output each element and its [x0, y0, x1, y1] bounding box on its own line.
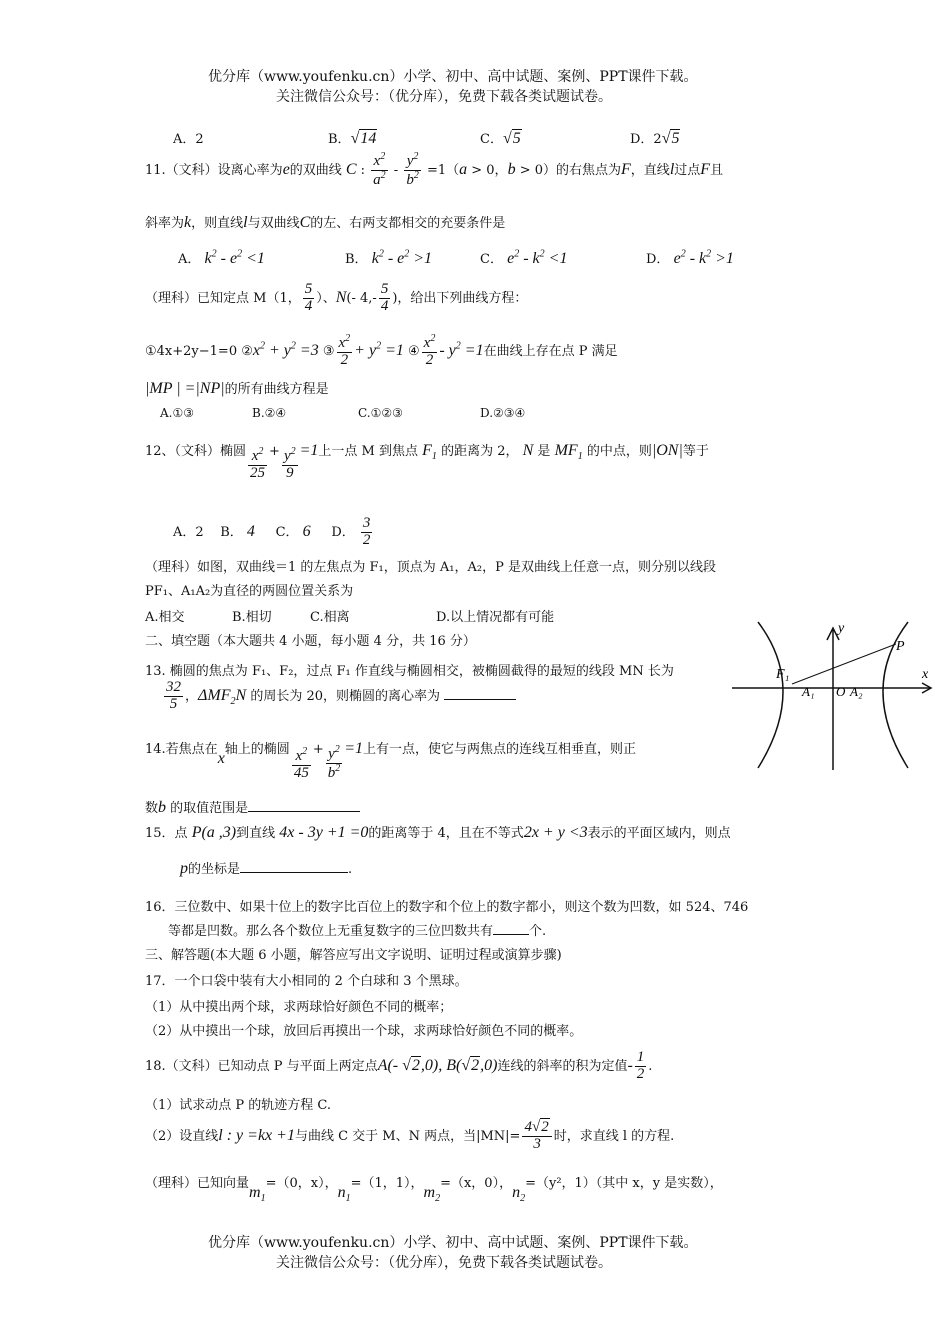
q13-line1: 13. 椭圆的焦点为 F₁、F₂，过点 F₁ 作直线与椭圆相交，被椭圆截得的最短的线段 MN 长为: [145, 664, 674, 679]
q12-science-line1: （理科）如图，双曲线＝1 的左焦点为 F₁，顶点为 A₁，A₂，P 是双曲线上任意一点，则分别以线段: [145, 560, 716, 575]
q15-line1: 15．点 P(a ,3)到直线 4x - 3y +1 =0的距离等于 4，且在不等式2x + y <3表示的平面区域内，则点: [145, 824, 731, 841]
q12-science-option-a: A.相交: [145, 610, 185, 625]
q11-science-option-c: C.①②③: [358, 406, 403, 420]
q17-line1: 17．一个口袋中装有大小相同的 2 个白球和 3 个黑球。: [145, 974, 468, 989]
q18-line3: （2）设直线l : y =kx +1与曲线 C 交于 M、N 两点，当|MN|= $\frac{4√2}{3}$ 时，求直线 l 的方程.: [145, 1119, 675, 1152]
q10-option-c: C．√5: [480, 130, 521, 147]
q11-option-a: A． $k^2 - e^2 <1$: [178, 248, 265, 267]
q14-line1: 14.若焦点在x轴上的椭圆 $\frac{x^2}{45}$ + $\frac{y^2}{b^2}$ =1上有一点，使它与两焦点的连线互相垂直，则正: [145, 740, 637, 781]
label-a1: A₁: [802, 684, 815, 699]
q17-line3: （2）从中摸出一个球，放回后再摸出一个球，求两球恰好颜色不同的概率。: [145, 1024, 583, 1039]
q11-option-c: C． $e^2 - k^2 <1$: [480, 248, 568, 267]
label-p: P: [896, 639, 905, 654]
hyperbola-figure: [730, 620, 940, 772]
q15-line2: p的坐标是 .: [180, 860, 353, 877]
header-line-1: 优分库（www.youfenku.cn）小学、初中、高中试题、案例、PPT课件下载。: [208, 69, 698, 85]
q12-option-c: C． 6: [275, 522, 311, 540]
q10-option-a: A．2: [173, 132, 204, 147]
q14-line2: 数b 的取值范围是: [145, 797, 360, 817]
q12-science-option-d: D.以上情况都有可能: [436, 610, 555, 625]
footer-line-1: 优分库（www.youfenku.cn）小学、初中、高中试题、案例、PPT课件下载。: [208, 1235, 698, 1251]
q16-line2: 等都是凹数。那么各个数位上无重复数字的三位凹数共有 个.: [168, 924, 547, 939]
q10-option-d: D．2√5: [630, 130, 680, 147]
label-a2: A₂: [850, 684, 863, 699]
q12-question: 12、（文科）椭圆 $\frac{x^2}{25}$ + $\frac{y^2}{9}$ =1上一点 M 到焦点 $F_1$ 的距离为 2， N 是 $MF_1$ 的中点，则|ON|等于: [145, 442, 709, 481]
section-2-title: 二、填空题（本大题共 4 小题，每小题 4 分，共 16 分）: [145, 634, 476, 649]
q12-option-b: B． 4: [220, 522, 255, 540]
q12-option-d: D． $\frac{3}{2}$: [331, 515, 371, 548]
q12-options: [173, 516, 374, 549]
q18-line1: 18.（文科）已知动点 P 与平面上两定点A(- √2,0), B(√2,0)连线的斜率的积为定值- $\frac{1}{2}$ .: [145, 1049, 653, 1082]
q18-line2: （1）试求动点 P 的轨迹方程 C.: [145, 1098, 332, 1113]
q11-science-option-d: D.②③④: [480, 406, 526, 420]
left-branch: [758, 622, 783, 768]
label-o: O: [836, 684, 846, 699]
header-line-2: 关注微信公众号：（优分库），免费下载各类试题试卷。: [276, 89, 612, 105]
segment-pf1: [792, 644, 896, 684]
q11-science-option-b: B.②④: [252, 406, 287, 420]
q17-line2: （1）从中摸出两个球，求两球恰好颜色不同的概率；: [145, 1000, 453, 1015]
q12-option-a: A．2: [173, 524, 204, 540]
label-f1: F₁: [776, 667, 790, 682]
q11-option-d: D． $e^2 - k^2 >1$: [646, 248, 734, 267]
q11-option-b: B． $k^2 - e^2 >1$: [345, 248, 433, 267]
label-x: x: [922, 667, 929, 682]
q11-science-line3: |MP | =|NP|的所有曲线方程是: [145, 380, 329, 397]
q16-line1: 16．三位数中、如果十位上的数字比百位上的数字和个位上的数字都小，则这个数为凹数，如 524、746: [145, 900, 749, 915]
section-3-title: 三、解答题(本大题 6 小题，解答应写出文字说明、证明过程或演算步骤): [145, 948, 562, 963]
footer-line-2: 关注微信公众号：（优分库），免费下载各类试题试卷。: [276, 1255, 612, 1271]
q12-science-line2: PF₁、A₁A₂为直径的两圆位置关系为: [145, 584, 354, 599]
q11-science-option-a: A.①③: [160, 406, 194, 420]
q12-science-option-b: B.相切: [232, 610, 272, 625]
q13-line2: $\frac{32}{5}$ ，$\Delta MF_2N$ 的周长为 20，则椭圆的离心率为: [162, 680, 516, 713]
q12-science-option-c: C.相离: [310, 610, 350, 625]
q11-science-curves: ①4x+2y−1=0 $②x^2 + y^2 =3$ ③ $\frac{x^2}{2}$ + $y^2 =1$ ④ $\frac{x^2}{2}$ - $y^2 =1$在曲线上存在点 P 满足: [145, 333, 618, 368]
q11-science-question: （理科）已知定点 M（1， $\frac{5}{4}$ ）、N(- 4,- $\frac{5}{4}$ )，给出下列曲线方程：: [145, 281, 528, 314]
label-y: y: [838, 621, 845, 636]
q11-question: 11.（文科）设离心率为e的双曲线 C : $\frac{x^2}{a^2}$ - $\frac{y^2}{b^2}$ =1（a > 0，b > 0）的右焦点为F，直线l过点F且: [145, 151, 724, 188]
q10-option-b: B．√14: [328, 130, 377, 147]
q11-question-line2: 斜率为k，则直线l与双曲线C的左、右两支都相交的充要条件是: [145, 214, 506, 231]
q18-science-line1: （理科）已知向量$m_1=(0$，x），$n_1=(1$，1），$m_2=(x$，0），$n_2=(y^2$，1）（其中 x，y 是实数），: [145, 1176, 723, 1205]
